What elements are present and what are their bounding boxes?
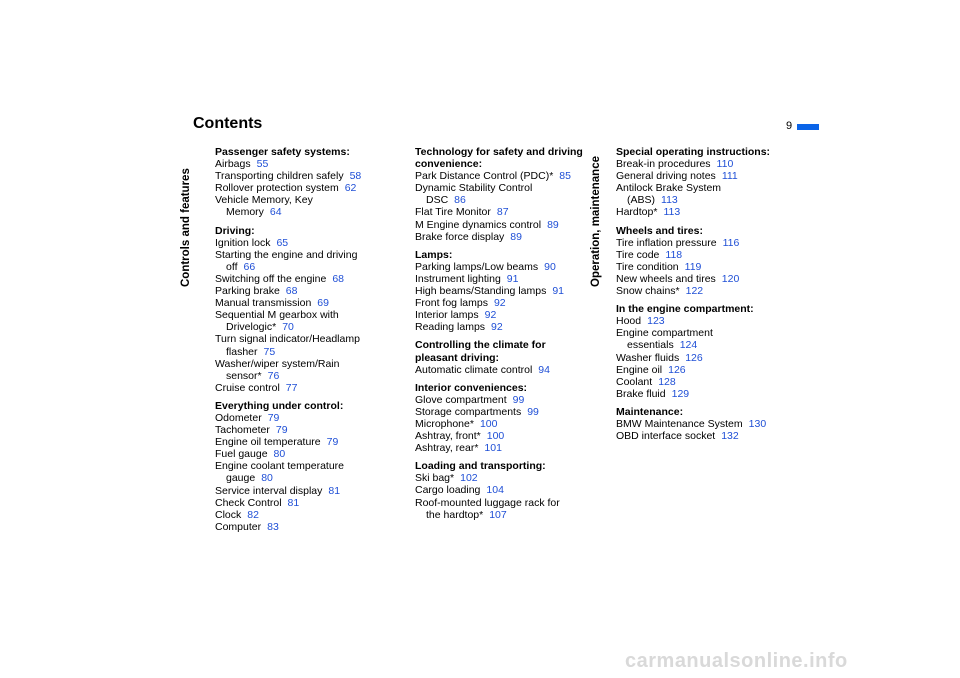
toc-entry [616,170,786,182]
page-link[interactable]: 100 [479,417,498,430]
page-link[interactable]: 89 [510,230,522,243]
toc-entry [215,285,393,297]
page-link[interactable]: 119 [684,260,702,273]
toc-entry-text: Park Distance Control (PDC)* [415,170,554,183]
page-link[interactable]: 80 [261,472,273,485]
page-link[interactable]: 69 [317,297,329,310]
toc-entry-text: Washer fluids [616,351,680,364]
page-link[interactable]: 92 [484,309,497,322]
toc-entry [215,249,393,273]
page-link[interactable]: 129 [671,387,690,400]
toc-entry-text: M Engine dynamics control [415,218,542,231]
side-label-operation: Operation, maintenance [590,155,602,287]
toc-section [616,225,786,298]
toc-entry-text: Hardtop* [616,206,658,219]
toc-section [415,146,585,243]
toc-entry [215,170,393,182]
page-link[interactable]: 116 [722,236,740,249]
toc-entry [215,521,393,533]
toc-entry-text: Tire condition [616,260,679,273]
section-heading: Technology for safety and driving convenience: [415,146,583,171]
page-accent-bar [797,124,819,130]
toc-entry-text: Cruise control [215,381,280,394]
page-link[interactable]: 91 [506,272,519,285]
page-link[interactable]: 124 [679,339,698,352]
toc-entry-text: Tire code [616,248,660,261]
toc-entry-text: Rollover protection system [215,182,339,195]
page-link[interactable]: 99 [527,405,539,418]
page-link[interactable]: 83 [267,520,279,533]
toc-column-3 [616,146,786,448]
toc-entry [215,237,393,249]
toc-entry-text: Engine compartment [616,327,713,340]
toc-column-2 [415,146,585,527]
toc-entry-text: Airbags [215,158,251,171]
page-link[interactable]: 100 [486,430,505,443]
toc-entry-text: Sequential M gearbox with [215,309,339,322]
toc-entry-text: Roof-mounted luggage rack for [415,496,560,509]
toc-entry-text: Clock [215,508,242,521]
toc-entry [415,321,585,333]
toc-entry-continuation: gauge [226,472,256,485]
toc-section [415,249,585,334]
page-link[interactable]: 79 [267,411,280,424]
page-link[interactable]: 113 [661,194,678,207]
page-link[interactable]: 68 [285,285,298,298]
toc-entry [415,418,585,430]
toc-entry-text: Microphone* [415,417,474,430]
toc-entry [215,273,393,285]
page-link[interactable]: 87 [496,206,509,219]
toc-entry [616,376,786,388]
toc-entry-text: Engine oil [616,363,663,376]
toc-entry-text: General driving notes [616,170,716,183]
toc-entry [215,497,393,509]
page-link[interactable]: 81 [328,484,341,497]
page-link[interactable]: 82 [247,508,259,521]
toc-entry-text: Flat Tire Monitor [415,206,491,219]
toc-entry-text: Snow chains* [616,285,680,298]
page-link[interactable]: 70 [282,321,294,334]
toc-entry-continuation: essentials [627,339,674,352]
page-link[interactable]: 128 [658,375,676,388]
toc-entry-text: Parking lamps/Low beams [415,260,539,273]
section-heading: Driving: [215,224,255,237]
toc-entry [415,182,585,206]
page-link[interactable]: 104 [486,484,504,497]
toc-entry-text: Interior lamps [415,309,479,322]
page-link[interactable]: 86 [454,194,466,207]
page-link[interactable]: 92 [491,321,503,334]
page-link[interactable]: 79 [275,424,288,437]
toc-section [616,146,786,219]
page-link[interactable]: 113 [663,206,681,219]
page-link[interactable]: 77 [285,381,298,394]
toc-entry-text: Ignition lock [215,236,271,249]
toc-entry [616,273,786,285]
toc-entry [215,297,393,309]
toc-entry-text: Brake force display [415,230,505,243]
toc-entry [415,206,585,218]
page-link[interactable]: 92 [493,297,506,310]
toc-entry [215,309,393,333]
toc-entry-text: Parking brake [215,285,280,298]
toc-entry [616,315,786,327]
toc-entry-continuation: DSC [426,194,449,207]
toc-entry-text: Glove compartment [415,393,507,406]
page-link[interactable]: 65 [276,236,289,249]
page-link[interactable]: 90 [544,260,556,273]
page-number: 9 [786,120,793,132]
toc-entry [415,231,585,243]
toc-column-1 [215,146,393,539]
toc-section [616,303,786,400]
toc-entry-text: Break-in procedures [616,158,711,171]
toc-entry [215,485,393,497]
toc-entry-text: Cargo loading [415,484,481,497]
toc-entry-text: Turn signal indicator/Headlamp [215,333,360,346]
toc-entry-text: Switching off the engine [215,272,327,285]
toc-entry [415,394,585,406]
toc-entry-continuation: Memory [226,206,264,219]
page-link[interactable]: 89 [547,218,559,231]
toc-entry [415,430,585,442]
toc-entry [215,358,393,382]
toc-entry-text: Dynamic Stability Control [415,182,533,195]
toc-entry-continuation: (ABS) [627,194,656,207]
toc-entry [215,182,393,194]
section-heading: Lamps: [415,248,453,261]
section-heading: Wheels and tires: [616,224,703,237]
toc-entry-text: Washer/wiper system/Rain [215,357,340,370]
toc-entry-continuation: off [226,260,238,273]
toc-entry [215,424,393,436]
toc-entry [616,430,786,442]
toc-entry-text: Computer [215,520,262,533]
toc-entry [415,472,585,484]
toc-entry [616,158,786,170]
toc-entry [215,194,393,218]
page-link[interactable]: 94 [538,363,550,376]
page-link[interactable]: 62 [344,182,357,195]
section-heading: Loading and transporting: [415,460,546,473]
toc-entry [616,261,786,273]
page-link[interactable]: 118 [665,248,683,261]
page-link[interactable]: 66 [243,260,256,273]
toc-entry [415,442,585,454]
watermark: carmanualsonline.info [625,650,848,672]
toc-entry [415,497,585,521]
page-link[interactable]: 81 [287,496,300,509]
toc-entry-text: Vehicle Memory, Key [215,194,313,207]
toc-entry [616,182,786,206]
toc-entry-text: Storage compartments [415,405,522,418]
toc-entry-text: Tachometer [215,424,270,437]
toc-entry-text: Service interval display [215,484,323,497]
toc-entry [415,273,585,285]
page-link[interactable]: 102 [460,472,478,485]
toc-entry [415,219,585,231]
page-link[interactable]: 122 [685,285,704,298]
page-link[interactable]: 64 [269,206,282,219]
page-link[interactable]: 68 [332,272,344,285]
toc-entry [215,448,393,460]
section-heading: Passenger safety systems: [215,146,350,158]
toc-entry [616,364,786,376]
toc-entry [616,327,786,351]
toc-entry [415,309,585,321]
toc-entry-text: BMW Maintenance System [616,417,743,430]
page-link[interactable]: 75 [263,345,276,358]
toc-entry-text: Engine coolant temperature [215,460,344,473]
toc-entry-text: Brake fluid [616,387,666,400]
section-heading: Controlling the climate for pleasant driving: [415,339,546,364]
page-link[interactable]: 85 [559,170,571,183]
section-heading: Special operating instructions: [616,146,771,158]
toc-entry-text: Ski bag* [415,472,455,485]
toc-entry [415,261,585,273]
toc-entry-text: Coolant [616,375,653,388]
toc-entry-text: Front fog lamps [415,297,488,310]
toc-entry-text: Check Control [215,496,282,509]
toc-entry-text: Ashtray, rear* [415,442,479,455]
toc-entry [415,285,585,297]
toc-entry-text: Reading lamps [415,321,486,334]
page-link[interactable]: 126 [685,351,703,364]
toc-entry [616,249,786,261]
toc-entry-text: Transporting children safely [215,170,344,183]
toc-entry [616,237,786,249]
toc-entry [616,285,786,297]
toc-entry-text: Automatic climate control [415,363,533,376]
toc-section [415,382,585,455]
page-link[interactable]: 120 [721,272,740,285]
toc-entry [616,352,786,364]
page-link[interactable]: 80 [273,448,286,461]
toc-entry-text: Instrument lighting [415,272,501,285]
toc-entry-text: Fuel gauge [215,448,268,461]
toc-entry-text: Manual transmission [215,297,312,310]
page-link[interactable]: 132 [721,430,739,443]
page-link[interactable]: 126 [668,363,686,376]
page-link[interactable]: 58 [349,170,362,183]
toc-entry-text: Engine oil temperature [215,436,321,449]
toc-entry-text: New wheels and tires [616,272,716,285]
toc-entry [415,364,585,376]
toc-entry-text: Ashtray, front* [415,430,481,443]
page-title: Contents [193,115,263,132]
toc-section [415,460,585,520]
toc-entry [215,460,393,484]
section-heading: Everything under control: [215,399,344,412]
toc-entry [215,158,393,170]
toc-entry [616,388,786,400]
toc-entry [215,412,393,424]
toc-section [415,339,585,375]
page-link[interactable]: 111 [721,170,738,183]
toc-section [215,400,393,533]
toc-entry-continuation: flasher [226,345,258,358]
page-link[interactable]: 101 [484,442,502,455]
page-link[interactable]: 110 [716,158,734,171]
page-link[interactable]: 55 [256,158,269,171]
page-link[interactable]: 123 [647,315,665,328]
section-heading: Maintenance: [616,405,684,418]
toc-entry-continuation: the hardtop* [426,508,484,521]
page-link[interactable]: 76 [267,369,280,382]
toc-entry-text: High beams/Standing lamps [415,285,547,298]
toc-entry-text: Starting the engine and driving [215,248,358,261]
toc-entry [415,406,585,418]
toc-entry [215,436,393,448]
page-link[interactable]: 99 [512,393,525,406]
toc-section [215,146,393,219]
page-link[interactable]: 91 [552,285,565,298]
section-heading: Interior conveniences: [415,381,528,394]
toc-entry [415,484,585,496]
toc-section [215,225,393,394]
page-link[interactable]: 107 [489,508,507,521]
toc-entry-text: OBD interface socket [616,430,716,443]
toc-entry-text: Tire inflation pressure [616,236,717,249]
toc-entry-continuation: sensor* [226,369,262,382]
toc-entry-text: Antilock Brake System [616,182,722,195]
toc-entry-text: Odometer [215,411,262,424]
toc-entry [215,333,393,357]
toc-section [616,406,786,442]
toc-entry-text: Hood [616,315,642,328]
toc-entry-continuation: Drivelogic* [226,321,277,334]
toc-entry [215,509,393,521]
page-link[interactable]: 130 [748,417,767,430]
toc-entry [415,297,585,309]
side-label-controls: Controls and features [180,168,192,287]
toc-entry [415,170,585,182]
section-heading: In the engine compartment: [616,303,754,316]
toc-entry [616,418,786,430]
page-link[interactable]: 79 [326,436,339,449]
toc-entry [215,382,393,394]
toc-entry [616,206,786,218]
